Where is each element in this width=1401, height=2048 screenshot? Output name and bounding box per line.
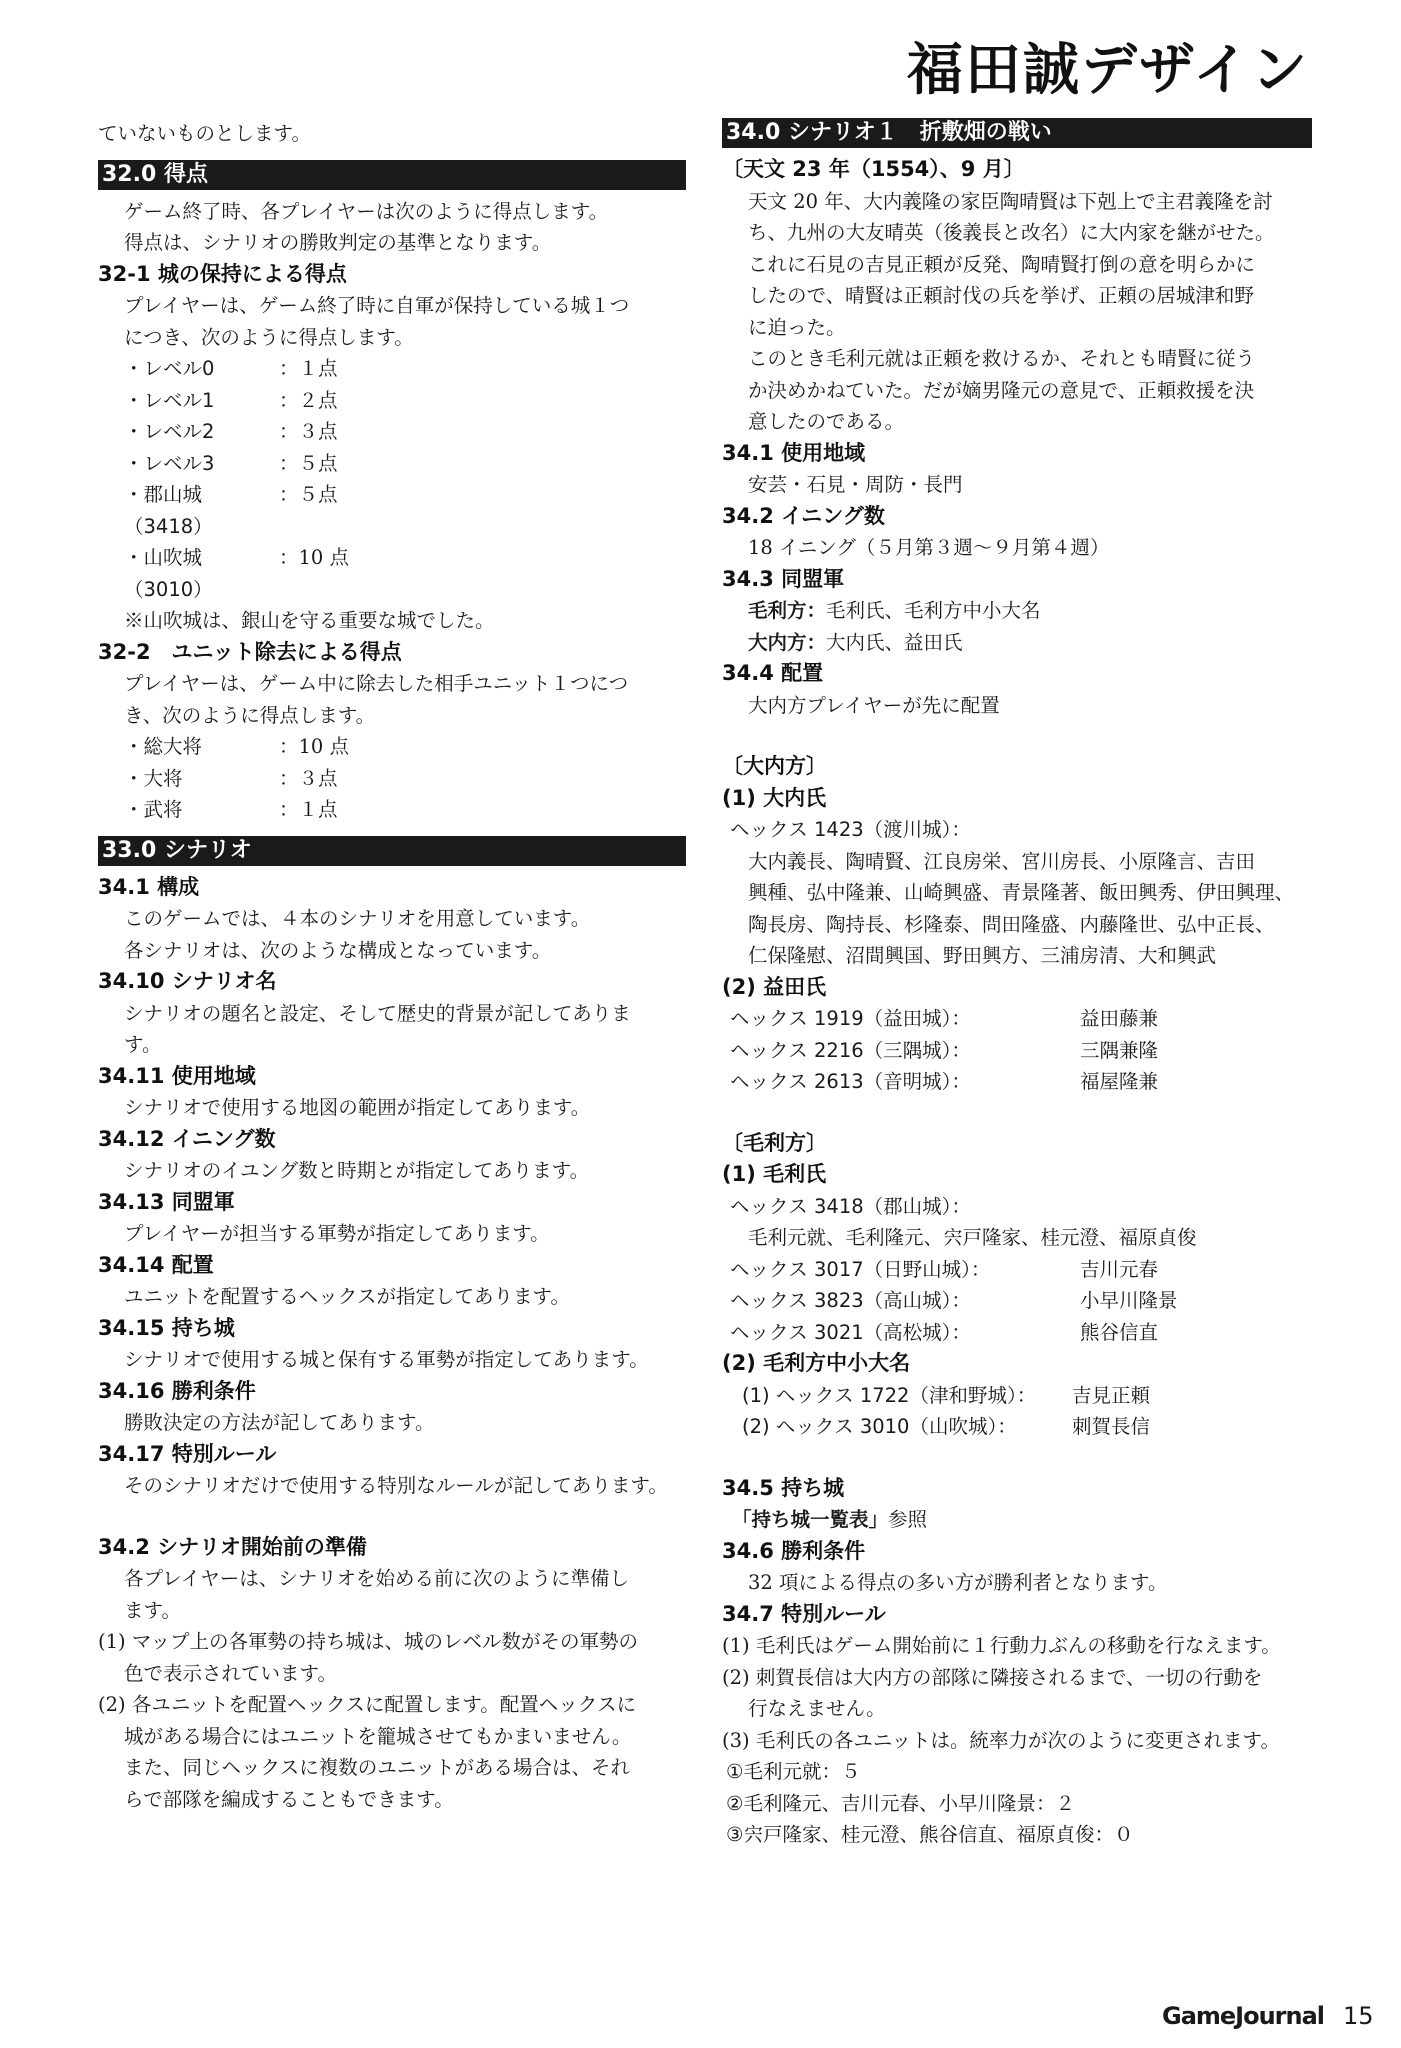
- subsection-title: 34.17 特別ルール: [98, 1441, 277, 1466]
- paragraph: (2) 各ユニットを配置ヘックスに配置します。配置ヘックスに: [98, 1693, 637, 1716]
- subsection-title: 34.11 使用地域: [98, 1063, 256, 1088]
- side-title-ouchi: 〔大内方〕: [722, 754, 827, 778]
- clan-title: (2) 益田氏: [722, 974, 827, 999]
- hex-row: (1) ヘックス 1722（津和野城）： 吉見正頼: [742, 1383, 1151, 1407]
- paragraph: シナリオの題名と設定、そして歴史的背景が記してありま: [124, 1001, 631, 1025]
- clan-title: (1) 大内氏: [722, 785, 827, 810]
- scenario-date: 〔天文 23 年（1554）、9 月〕: [722, 157, 1025, 181]
- score-list-castle: [98, 353, 686, 605]
- paragraph: シナリオで使用する地図の範囲が指定してあります。: [124, 1096, 591, 1119]
- rule-item: 行なえません。: [748, 1697, 886, 1720]
- clan-title: (2) 毛利方中小大名: [722, 1351, 911, 1375]
- paragraph: プレイヤーは、ゲーム中に除去した相手ユニット１つにつ: [124, 672, 629, 695]
- list-item: ・郡山城（3418） ：５点: [124, 483, 338, 538]
- paragraph: 18 イニング（５月第３週～９月第４週）: [748, 536, 1110, 559]
- intro-line: このとき毛利元就は正頼を救けるか、それとも晴賢に従う: [748, 347, 1256, 370]
- paragraph: ユニットを配置するヘックスが指定してあります。: [124, 1285, 570, 1308]
- subsection-title: 34.6 勝利条件: [722, 1538, 866, 1563]
- hex-row: ヘックス 2613（音明城）： 福屋隆兼: [730, 1070, 1159, 1093]
- paragraph: プレイヤーが担当する軍勢が指定してあります。: [124, 1222, 550, 1245]
- footer-brand-logo: GameJournal: [1162, 2002, 1325, 2030]
- intro-line: これに石見の吉見正頼が反発、陶晴賢打倒の意を明らかに: [748, 252, 1256, 276]
- alliance-row: 大内方：大内氏、益田氏: [748, 630, 963, 654]
- unit-names: 毛利元就、毛利隆元、宍戸隆家、桂元澄、福原貞俊: [748, 1226, 1197, 1249]
- section-header-32: 32.0 得点: [98, 160, 686, 190]
- paragraph: 得点は、シナリオの勝敗判定の基準となります。: [124, 231, 552, 254]
- unit-names: 大内義長、陶晴賢、江良房栄、宮川房長、小原隆言、吉田: [748, 849, 1256, 873]
- section-header-33: 33.0 シナリオ: [98, 836, 686, 866]
- clan-title: (1) 毛利氏: [722, 1162, 827, 1186]
- intro-line: したので、晴賢は正頼討伐の兵を挙げ、正頼の居城津和野: [748, 284, 1254, 307]
- left-column: [98, 118, 686, 1815]
- paragraph: す。: [124, 1033, 162, 1056]
- paragraph: 色で表示されています。: [124, 1661, 337, 1685]
- section-header-34: 34.0 シナリオ１ 折敷畑の戦い: [722, 118, 1312, 148]
- paragraph: プレイヤーは、ゲーム終了時に自軍が保持している城１つ: [124, 294, 630, 317]
- list-item: ・レベル1 ：２点: [124, 388, 338, 412]
- list-item: ・レベル2 ：３点: [124, 420, 338, 443]
- paragraph: らで部隊を編成することもできます。: [124, 1787, 454, 1811]
- paragraph: (1) マップ上の各軍勢の持ち城は、城のレベル数がその軍勢の: [98, 1630, 639, 1653]
- intro-line: か決めかねていた。だが嫡男隆元の意見で、正頼救援を決: [748, 378, 1255, 402]
- unit-names: 仁保隆慰、沼間興国、野田興方、三浦房清、大和興武: [748, 944, 1217, 967]
- right-column: [722, 118, 1312, 1851]
- intro-line: に迫った。: [748, 315, 846, 339]
- subsection-title: 34.3 同盟軍: [722, 566, 845, 591]
- alliance-row: 毛利方：毛利氏、毛利方中小大名: [748, 599, 1041, 622]
- paragraph: き、次のように得点します。: [124, 703, 376, 727]
- rule-item: (2) 刺賀長信は大内方の部隊に隣接されるまで、一切の行動を: [722, 1665, 1263, 1689]
- paragraph: 安芸・石見・周防・長門: [748, 473, 963, 496]
- paragraph: 各シナリオは、次のような構成となっています。: [124, 938, 552, 962]
- subsection-title: 32-1 城の保持による得点: [98, 261, 347, 286]
- list-item: ・総大将 ：10 点: [124, 735, 350, 758]
- hex-label: ヘックス 3418（郡山城）：: [730, 1194, 971, 1218]
- page-header-title: 福田誠デザイン: [906, 37, 1309, 103]
- subsection-title: 34.13 同盟軍: [98, 1189, 235, 1214]
- leadership-item: ③宍戸隆家、桂元澄、熊谷信直、福原貞俊：０: [726, 1823, 1134, 1846]
- list-item: ・レベル0 ：１点: [124, 357, 338, 380]
- hex-row: ヘックス 3017（日野山城）： 吉川元春: [730, 1257, 1159, 1281]
- paragraph: また、同じヘックスに複数のユニットがある場合は、それ: [124, 1756, 631, 1779]
- unit-names: 陶長房、陶持長、杉隆泰、問田隆盛、内藤隆世、弘中正長、: [748, 912, 1275, 936]
- hex-row: ヘックス 2216（三隅城）： 三隅兼隆: [730, 1038, 1159, 1062]
- subsection-title: 34.2 イニング数: [722, 503, 885, 528]
- paragraph: 城がある場合にはユニットを籠城させてもかまいません。: [124, 1724, 632, 1748]
- rule-item: (3) 毛利氏の各ユニットは。統率力が次のように変更されます。: [722, 1728, 1280, 1752]
- paragraph: ゲーム終了時、各プレイヤーは次のように得点します。: [124, 199, 609, 223]
- list-item: ・山吹城（3010） ：10 点: [124, 546, 350, 601]
- carryover-text: ていないものとします。: [98, 122, 311, 145]
- paragraph: そのシナリオだけで使用する特別なルールが記してあります。: [124, 1474, 668, 1497]
- hex-row: (2) ヘックス 3010（山吹城）： 刺賀長信: [742, 1415, 1151, 1438]
- subsection-title: 34.12 イニング数: [98, 1126, 276, 1151]
- intro-line: ち、九州の大友晴英（後義長と改名）に大内家を継がせた。: [748, 221, 1275, 244]
- rule-item: (1) 毛利氏はゲーム開始前に１行動力ぶんの移動を行なえます。: [722, 1634, 1281, 1657]
- subsection-title: 34.1 使用地域: [722, 440, 866, 465]
- subsection-title: 34.1 構成: [98, 874, 200, 899]
- paragraph: このゲームでは、４本のシナリオを用意しています。: [124, 907, 591, 930]
- paragraph: 各プレイヤーは、シナリオを始める前に次のように準備し: [124, 1567, 630, 1590]
- intro-line: 意したのである。: [748, 410, 905, 433]
- list-item: ・武将 ：１点: [124, 798, 338, 821]
- leadership-item: ②毛利隆元、吉川元春、小早川隆景：２: [726, 1791, 1075, 1815]
- paragraph: 32 項による得点の多い方が勝利者となります。: [748, 1571, 1168, 1594]
- paragraph: ます。: [124, 1598, 181, 1622]
- paragraph: につき、次のように得点します。: [124, 325, 414, 349]
- side-title-mori: 〔毛利方〕: [722, 1130, 827, 1155]
- paragraph: シナリオで使用する城と保有する軍勢が指定してあります。: [124, 1348, 649, 1371]
- list-item: ・レベル3 ：５点: [124, 451, 338, 475]
- hex-label: ヘックス 1423（渡川城）：: [730, 818, 971, 841]
- hex-row: ヘックス 3823（高山城）： 小早川隆景: [730, 1289, 1178, 1312]
- hex-row: ヘックス 1919（益田城）： 益田藤兼: [730, 1007, 1159, 1030]
- subsection-title: 34.14 配置: [98, 1252, 214, 1277]
- hex-row: ヘックス 3021（高松城）： 熊谷信直: [730, 1320, 1159, 1344]
- subsection-title: 34.10 シナリオ名: [98, 969, 277, 993]
- intro-line: 天文 20 年、大内義隆の家臣陶晴賢は下剋上で主君義隆を討: [748, 189, 1273, 213]
- subsection-title: 34.2 シナリオ開始前の準備: [98, 1534, 367, 1559]
- paragraph: シナリオのイユング数と時期とが指定してあります。: [124, 1159, 590, 1182]
- unit-names: 興種、弘中隆兼、山崎興盛、青景隆著、飯田興秀、伊田興理、: [748, 881, 1295, 904]
- subsection-title: 34.7 特別ルール: [722, 1601, 886, 1626]
- paragraph: 大内方プレイヤーが先に配置: [748, 693, 1000, 717]
- subsection-title: 32-2 ユニット除去による得点: [98, 639, 402, 664]
- subsection-title: 34.15 持ち城: [98, 1315, 235, 1340]
- page-number: 15: [1343, 2002, 1374, 2030]
- list-item: ・大将 ：３点: [124, 766, 338, 790]
- castle-reference: 「持ち城一覧表」参照: [732, 1508, 928, 1531]
- subsection-title: 34.5 持ち城: [722, 1475, 845, 1500]
- subsection-title: 34.4 配置: [722, 661, 824, 685]
- score-list-unit: [98, 731, 686, 826]
- subsection-title: 34.16 勝利条件: [98, 1378, 256, 1403]
- note: ※山吹城は、銀山を守る重要な城でした。: [124, 609, 495, 632]
- paragraph: 勝敗決定の方法が記してあります。: [124, 1411, 435, 1434]
- leadership-item: ①毛利元就：５: [726, 1760, 861, 1783]
